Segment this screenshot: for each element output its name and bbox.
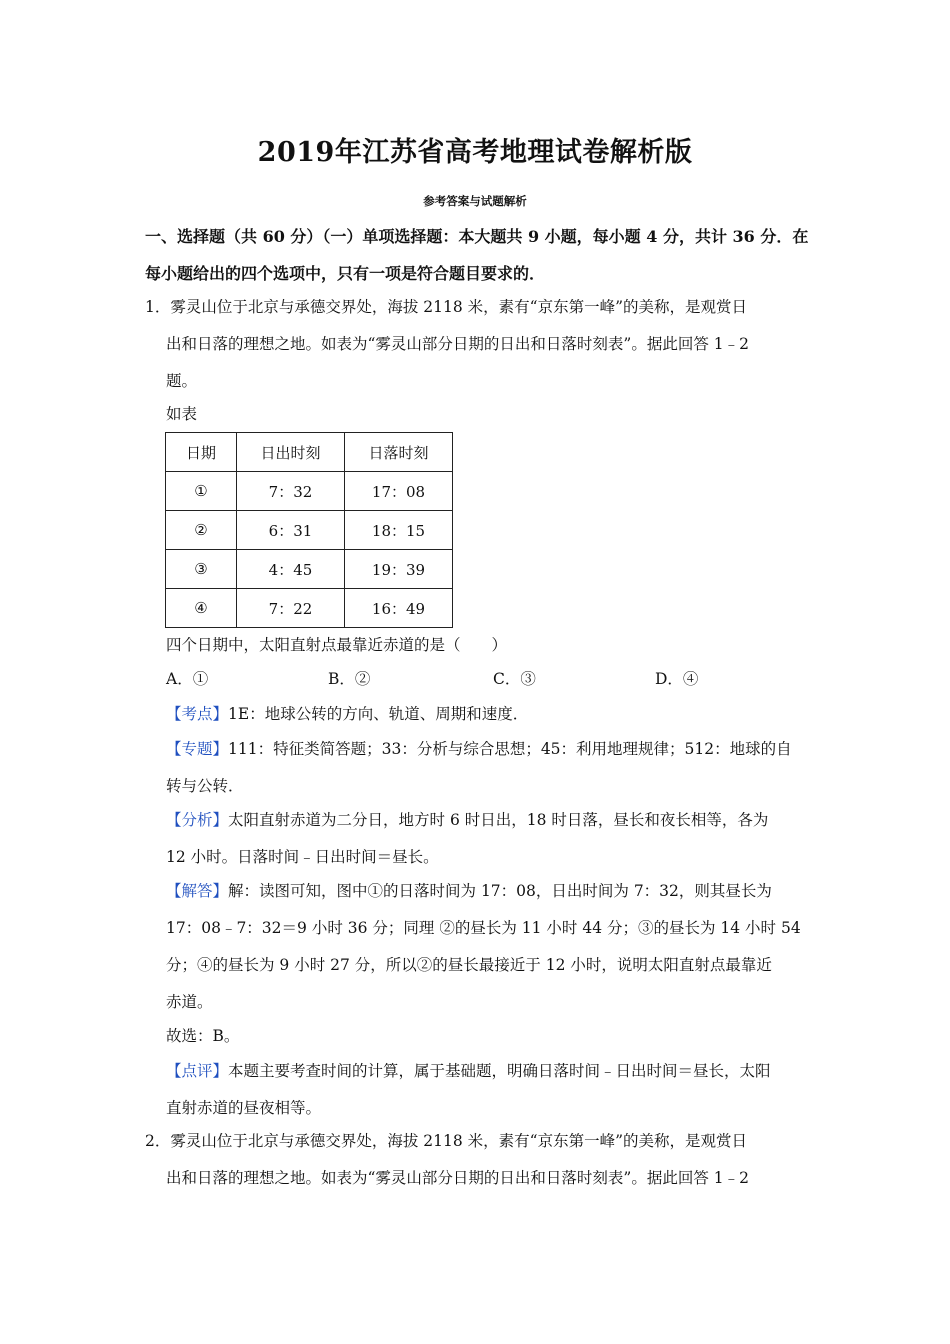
q1-stem-line2: 出和日落的理想之地。如表为“雾灵山部分日期的日出和日落时刻表”。据此回答 1﹣2 bbox=[166, 335, 750, 353]
jieda-line3: 分；④的昼长为 9 小时 27 分，所以②的昼长最接近于 12 小时，说明太阳直射点最靠近 bbox=[166, 956, 772, 974]
table-header-cell: 日出时刻 bbox=[237, 433, 345, 472]
answer-line: 故选：B。 bbox=[166, 1027, 240, 1045]
q1-question: 四个日期中，太阳直射点最靠近赤道的是（ ） bbox=[166, 636, 508, 654]
dianping-text: 本题主要考查时间的计算，属于基础题，明确日落时间﹣日出时间＝昼长，太阳 bbox=[228, 1062, 771, 1080]
table-cell: 17：08 bbox=[345, 472, 453, 511]
table-cell: 4：45 bbox=[237, 550, 345, 589]
kaodian-line bbox=[166, 702, 528, 724]
table-header-row bbox=[166, 433, 453, 472]
q1-stem-line3: 题。 bbox=[166, 372, 198, 390]
table-row bbox=[166, 589, 453, 628]
page-subtitle: 参考答案与试题解析 bbox=[423, 194, 527, 208]
fenxi-line1 bbox=[166, 808, 768, 830]
table-cell: 6：31 bbox=[237, 511, 345, 550]
option-b: B．② bbox=[328, 670, 371, 688]
fenxi-text: 太阳直射赤道为二分日，地方时 6 时日出，18 时日落，昼长和夜长相等，各为 bbox=[228, 811, 769, 829]
table-caption: 如表 bbox=[166, 405, 198, 423]
table-cell: ④ bbox=[166, 589, 237, 628]
jieda-line1 bbox=[166, 879, 772, 901]
jieda-line4: 赤道。 bbox=[166, 993, 213, 1011]
table-cell: 7：22 bbox=[237, 589, 345, 628]
zhuanti-line2: 转与公转． bbox=[166, 777, 244, 795]
table-row bbox=[166, 550, 453, 589]
fenxi-line2: 12 小时。日落时间﹣日出时间＝昼长。 bbox=[166, 848, 439, 866]
option-a: A．① bbox=[166, 670, 209, 688]
fenxi-tag: 【分析】 bbox=[166, 811, 229, 829]
kaodian-text: 1E：地球公转的方向、轨道、周期和速度． bbox=[228, 705, 529, 723]
jieda-tag: 【解答】 bbox=[166, 882, 229, 900]
table-header-cell: 日期 bbox=[166, 433, 237, 472]
table-cell: 16：49 bbox=[345, 589, 453, 628]
table-cell: ② bbox=[166, 511, 237, 550]
table-cell: ① bbox=[166, 472, 237, 511]
table-header-cell: 日落时刻 bbox=[345, 433, 453, 472]
sunrise-sunset-table bbox=[165, 432, 453, 628]
zhuanti-text: 111：特征类简答题；33：分析与综合思想；45：利用地理规律；512：地球的自 bbox=[228, 740, 792, 758]
table-cell: ③ bbox=[166, 550, 237, 589]
section-heading-line2: 每小题给出的四个选项中，只有一项是符合题目要求的． bbox=[145, 264, 546, 283]
table-row bbox=[166, 472, 453, 511]
dianping-line2: 直射赤道的昼夜相等。 bbox=[166, 1099, 322, 1117]
q2-stem-line1: 2．雾灵山位于北京与承德交界处，海拔 2118 米，素有“京东第一峰”的美称，是观赏日 bbox=[145, 1132, 748, 1150]
dianping-tag: 【点评】 bbox=[166, 1062, 229, 1080]
table-cell: 18：15 bbox=[345, 511, 453, 550]
option-c: C．③ bbox=[493, 670, 536, 688]
section-heading-line1: 一、选择题（共 60 分）（一）单项选择题：本大题共 9 小题，每小题 4 分，共计 36 分．在 bbox=[145, 227, 809, 246]
table-cell: 19：39 bbox=[345, 550, 453, 589]
zhuanti-tag: 【专题】 bbox=[166, 740, 229, 758]
page-title: 2019年江苏省高考地理试卷解析版 bbox=[257, 137, 693, 168]
option-d: D．④ bbox=[655, 670, 699, 688]
table-row bbox=[166, 511, 453, 550]
q1-stem-line1: 1．雾灵山位于北京与承德交界处，海拔 2118 米，素有“京东第一峰”的美称，是观赏日 bbox=[145, 298, 748, 316]
jieda-text: 解：读图可知，图中①的日落时间为 17：08，日出时间为 7：32，则其昼长为 bbox=[228, 882, 772, 900]
q2-stem-line2: 出和日落的理想之地。如表为“雾灵山部分日期的日出和日落时刻表”。据此回答 1﹣2 bbox=[166, 1169, 750, 1187]
dianping-line1 bbox=[166, 1059, 771, 1081]
kaodian-tag: 【考点】 bbox=[166, 705, 229, 723]
table-cell: 7：32 bbox=[237, 472, 345, 511]
jieda-line2: 17：08﹣7：32＝9 小时 36 分；同理 ②的昼长为 11 小时 44 分；③的昼长为 14 小时 54 bbox=[166, 919, 801, 937]
zhuanti-line1 bbox=[166, 737, 792, 759]
